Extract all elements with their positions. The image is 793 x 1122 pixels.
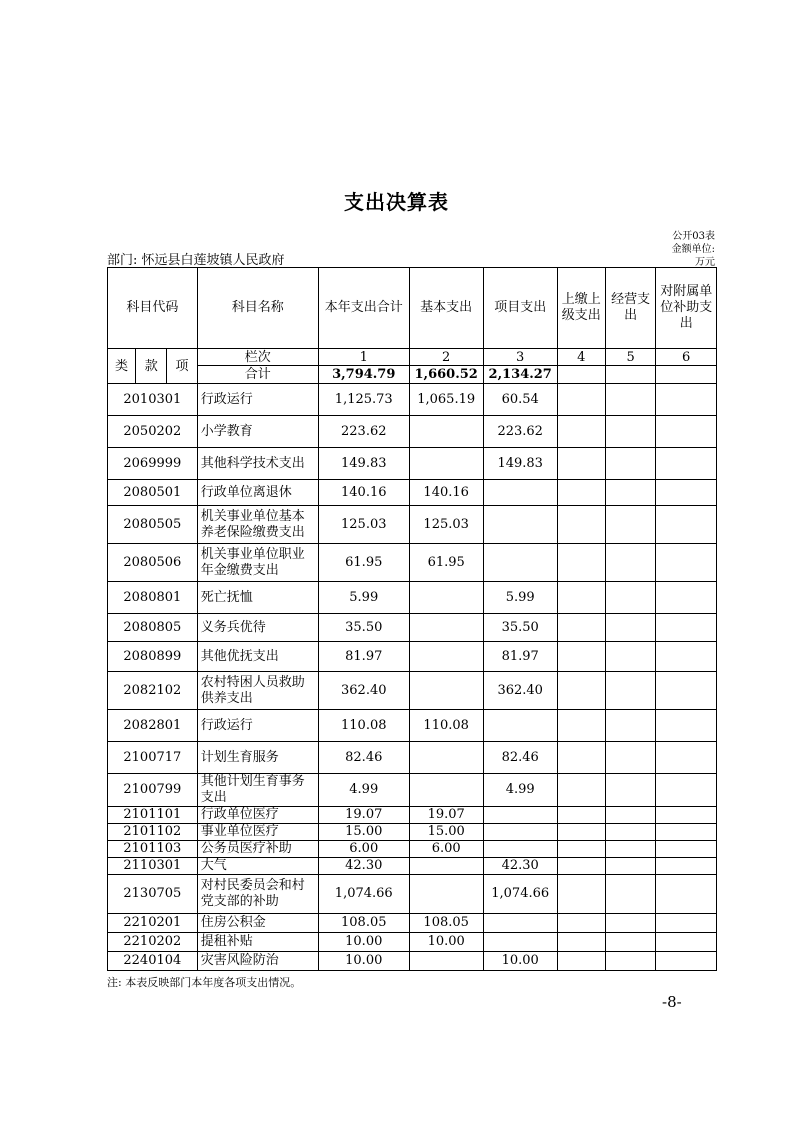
row-project: 5.99: [483, 582, 557, 614]
row-project: [483, 544, 557, 582]
row-total: 10.00: [318, 933, 409, 952]
row-project: [483, 933, 557, 952]
row-name: 行政单位医疗: [197, 807, 318, 824]
row-total: 108.05: [318, 914, 409, 933]
row-total: 1,125.73: [318, 384, 409, 416]
table-row: [108, 858, 717, 875]
row-total: 149.83: [318, 448, 409, 480]
total-row-business: [605, 366, 655, 384]
row-total: 1,074.66: [318, 875, 409, 914]
row-basic: 140.16: [409, 480, 483, 506]
total-row-label: 合计: [197, 366, 318, 384]
total-row-upper: [557, 366, 605, 384]
row-name: 机关事业单位职业年金缴费支出: [197, 544, 318, 582]
row-name: 行政单位离退休: [197, 480, 318, 506]
table-row: [108, 952, 717, 971]
row-affiliate: [656, 710, 717, 742]
table-row: [108, 582, 717, 614]
table-row: [108, 642, 717, 672]
row-name: 事业单位医疗: [197, 824, 318, 841]
row-project: 149.83: [483, 448, 557, 480]
row-name: 其他优抚支出: [197, 642, 318, 672]
header-project: 项目支出: [483, 268, 557, 349]
row-business: [605, 933, 655, 952]
row-total: 362.40: [318, 672, 409, 710]
header-name: 科目名称: [197, 268, 318, 349]
row-code: 2080505: [108, 506, 198, 544]
row-name: 对村民委员会和村党支部的补助: [197, 875, 318, 914]
row-project: 60.54: [483, 384, 557, 416]
header-lanci: 栏次: [197, 349, 318, 366]
header-business: 经营支出: [605, 268, 655, 349]
row-total: 15.00: [318, 824, 409, 841]
table-row: [108, 544, 717, 582]
row-business: [605, 544, 655, 582]
table-row: [108, 824, 717, 841]
row-code: 2080805: [108, 614, 198, 642]
row-basic: [409, 742, 483, 774]
row-business: [605, 807, 655, 824]
table-row: [108, 742, 717, 774]
row-upper: [557, 858, 605, 875]
table-row: [108, 506, 717, 544]
row-business: [605, 448, 655, 480]
row-upper: [557, 448, 605, 480]
col-number-2: 2: [409, 349, 483, 366]
row-code: 2101101: [108, 807, 198, 824]
row-affiliate: [656, 774, 717, 807]
col-number-3: 3: [483, 349, 557, 366]
header-upper: 上缴上级支出: [557, 268, 605, 349]
page-number: -8-: [662, 993, 682, 1011]
form-number: 公开03表: [672, 231, 715, 242]
row-affiliate: [656, 742, 717, 774]
table-row: [108, 807, 717, 824]
page-title: 支出决算表: [344, 190, 449, 214]
row-business: [605, 614, 655, 642]
row-basic: 61.95: [409, 544, 483, 582]
row-business: [605, 858, 655, 875]
row-project: 82.46: [483, 742, 557, 774]
row-total: 61.95: [318, 544, 409, 582]
row-business: [605, 506, 655, 544]
row-total: 19.07: [318, 807, 409, 824]
row-upper: [557, 614, 605, 642]
row-basic: 1,065.19: [409, 384, 483, 416]
row-code: 2100799: [108, 774, 198, 807]
row-upper: [557, 875, 605, 914]
row-project: [483, 480, 557, 506]
row-business: [605, 480, 655, 506]
table-row: [108, 774, 717, 807]
row-code: 2100717: [108, 742, 198, 774]
row-name: 义务兵优待: [197, 614, 318, 642]
header-basic: 基本支出: [409, 268, 483, 349]
col-number-5: 5: [605, 349, 655, 366]
row-project: [483, 841, 557, 858]
row-code: 2130705: [108, 875, 198, 914]
row-upper: [557, 933, 605, 952]
row-business: [605, 642, 655, 672]
row-project: [483, 710, 557, 742]
row-basic: [409, 858, 483, 875]
row-code: 2210202: [108, 933, 198, 952]
row-affiliate: [656, 841, 717, 858]
row-basic: 10.00: [409, 933, 483, 952]
row-upper: [557, 824, 605, 841]
table-row: [108, 875, 717, 914]
table-row: [108, 933, 717, 952]
row-upper: [557, 544, 605, 582]
row-code: 2080801: [108, 582, 198, 614]
row-basic: 19.07: [409, 807, 483, 824]
row-affiliate: [656, 807, 717, 824]
header-total: 本年支出合计: [318, 268, 409, 349]
row-business: [605, 875, 655, 914]
row-business: [605, 774, 655, 807]
header-kuan: 款: [136, 349, 167, 384]
row-upper: [557, 807, 605, 824]
table-row: [108, 614, 717, 642]
row-code: 2101103: [108, 841, 198, 858]
header-affiliate: 对附属单位补助支出: [656, 268, 717, 349]
row-affiliate: [656, 448, 717, 480]
footnote: 注: 本表反映部门本年度各项支出情况。: [107, 976, 302, 989]
row-business: [605, 416, 655, 448]
row-total: 81.97: [318, 642, 409, 672]
row-total: 42.30: [318, 858, 409, 875]
row-project: 81.97: [483, 642, 557, 672]
row-affiliate: [656, 506, 717, 544]
row-total: 82.46: [318, 742, 409, 774]
row-total: 5.99: [318, 582, 409, 614]
unit-label: 金额单位:: [671, 244, 715, 255]
row-upper: [557, 384, 605, 416]
row-name: 住房公积金: [197, 914, 318, 933]
col-number-4: 4: [557, 349, 605, 366]
row-upper: [557, 710, 605, 742]
total-row-basic: 1,660.52: [409, 366, 483, 384]
table-row: [108, 384, 717, 416]
row-basic: 15.00: [409, 824, 483, 841]
row-affiliate: [656, 416, 717, 448]
row-code: 2050202: [108, 416, 198, 448]
row-upper: [557, 952, 605, 971]
row-project: 223.62: [483, 416, 557, 448]
row-upper: [557, 914, 605, 933]
row-basic: [409, 642, 483, 672]
row-affiliate: [656, 933, 717, 952]
row-basic: 125.03: [409, 506, 483, 544]
row-affiliate: [656, 914, 717, 933]
row-name: 行政运行: [197, 384, 318, 416]
row-name: 大气: [197, 858, 318, 875]
row-total: 4.99: [318, 774, 409, 807]
row-total: 35.50: [318, 614, 409, 642]
col-number-1: 1: [318, 349, 409, 366]
row-total: 6.00: [318, 841, 409, 858]
row-basic: [409, 416, 483, 448]
total-row-project: 2,134.27: [483, 366, 557, 384]
row-name: 机关事业单位基本养老保险缴费支出: [197, 506, 318, 544]
row-code: 2210201: [108, 914, 198, 933]
row-total: 10.00: [318, 952, 409, 971]
row-code: 2082801: [108, 710, 198, 742]
row-affiliate: [656, 672, 717, 710]
row-affiliate: [656, 875, 717, 914]
row-business: [605, 384, 655, 416]
row-affiliate: [656, 384, 717, 416]
row-total: 223.62: [318, 416, 409, 448]
row-basic: [409, 875, 483, 914]
total-row-affiliate: [656, 366, 717, 384]
row-basic: [409, 672, 483, 710]
row-affiliate: [656, 582, 717, 614]
row-project: [483, 824, 557, 841]
row-affiliate: [656, 952, 717, 971]
row-code: 2101102: [108, 824, 198, 841]
row-name: 小学教育: [197, 416, 318, 448]
row-project: [483, 914, 557, 933]
row-basic: [409, 952, 483, 971]
header-code: 科目代码: [108, 268, 198, 349]
row-total: 140.16: [318, 480, 409, 506]
table-row: [108, 914, 717, 933]
row-project: 1,074.66: [483, 875, 557, 914]
expenditure-table: [107, 267, 717, 971]
row-name: 其他计划生育事务支出: [197, 774, 318, 807]
row-code: 2110301: [108, 858, 198, 875]
row-basic: 6.00: [409, 841, 483, 858]
row-affiliate: [656, 544, 717, 582]
row-business: [605, 672, 655, 710]
header-lei: 类: [108, 349, 136, 384]
total-row-total: 3,794.79: [318, 366, 409, 384]
table-row: [108, 416, 717, 448]
row-code: 2080506: [108, 544, 198, 582]
row-name: 提租补贴: [197, 933, 318, 952]
row-code: 2069999: [108, 448, 198, 480]
col-number-6: 6: [656, 349, 717, 366]
table-row: [108, 448, 717, 480]
table-row: [108, 672, 717, 710]
row-project: 42.30: [483, 858, 557, 875]
row-basic: [409, 448, 483, 480]
row-total: 125.03: [318, 506, 409, 544]
row-upper: [557, 841, 605, 858]
row-upper: [557, 774, 605, 807]
row-affiliate: [656, 858, 717, 875]
row-upper: [557, 582, 605, 614]
row-code: 2080501: [108, 480, 198, 506]
row-code: 2080899: [108, 642, 198, 672]
row-code: 2082102: [108, 672, 198, 710]
row-name: 死亡抚恤: [197, 582, 318, 614]
row-business: [605, 952, 655, 971]
row-code: 2010301: [108, 384, 198, 416]
table-row: [108, 710, 717, 742]
table-row: [108, 841, 717, 858]
row-name: 计划生育服务: [197, 742, 318, 774]
row-upper: [557, 506, 605, 544]
row-project: 10.00: [483, 952, 557, 971]
row-business: [605, 841, 655, 858]
row-business: [605, 824, 655, 841]
table-body: [108, 384, 717, 971]
row-business: [605, 710, 655, 742]
row-name: 其他科学技术支出: [197, 448, 318, 480]
header-xiang: 项: [167, 349, 197, 384]
table-row: [108, 480, 717, 506]
row-business: [605, 914, 655, 933]
row-name: 灾害风险防治: [197, 952, 318, 971]
row-total: 110.08: [318, 710, 409, 742]
row-affiliate: [656, 824, 717, 841]
row-name: 公务员医疗补助: [197, 841, 318, 858]
row-basic: [409, 614, 483, 642]
row-code: 2240104: [108, 952, 198, 971]
row-basic: [409, 582, 483, 614]
row-basic: 108.05: [409, 914, 483, 933]
row-business: [605, 742, 655, 774]
row-upper: [557, 416, 605, 448]
row-project: [483, 807, 557, 824]
row-affiliate: [656, 480, 717, 506]
department-label: 部门: 怀远县白莲坡镇人民政府: [107, 253, 285, 268]
row-project: 4.99: [483, 774, 557, 807]
row-project: [483, 506, 557, 544]
row-name: 行政运行: [197, 710, 318, 742]
row-business: [605, 582, 655, 614]
row-upper: [557, 672, 605, 710]
row-basic: [409, 774, 483, 807]
row-upper: [557, 742, 605, 774]
row-project: 35.50: [483, 614, 557, 642]
row-affiliate: [656, 614, 717, 642]
row-affiliate: [656, 642, 717, 672]
row-upper: [557, 480, 605, 506]
row-basic: 110.08: [409, 710, 483, 742]
row-upper: [557, 642, 605, 672]
unit-value: 万元: [695, 257, 715, 268]
row-project: 362.40: [483, 672, 557, 710]
row-name: 农村特困人员救助供养支出: [197, 672, 318, 710]
